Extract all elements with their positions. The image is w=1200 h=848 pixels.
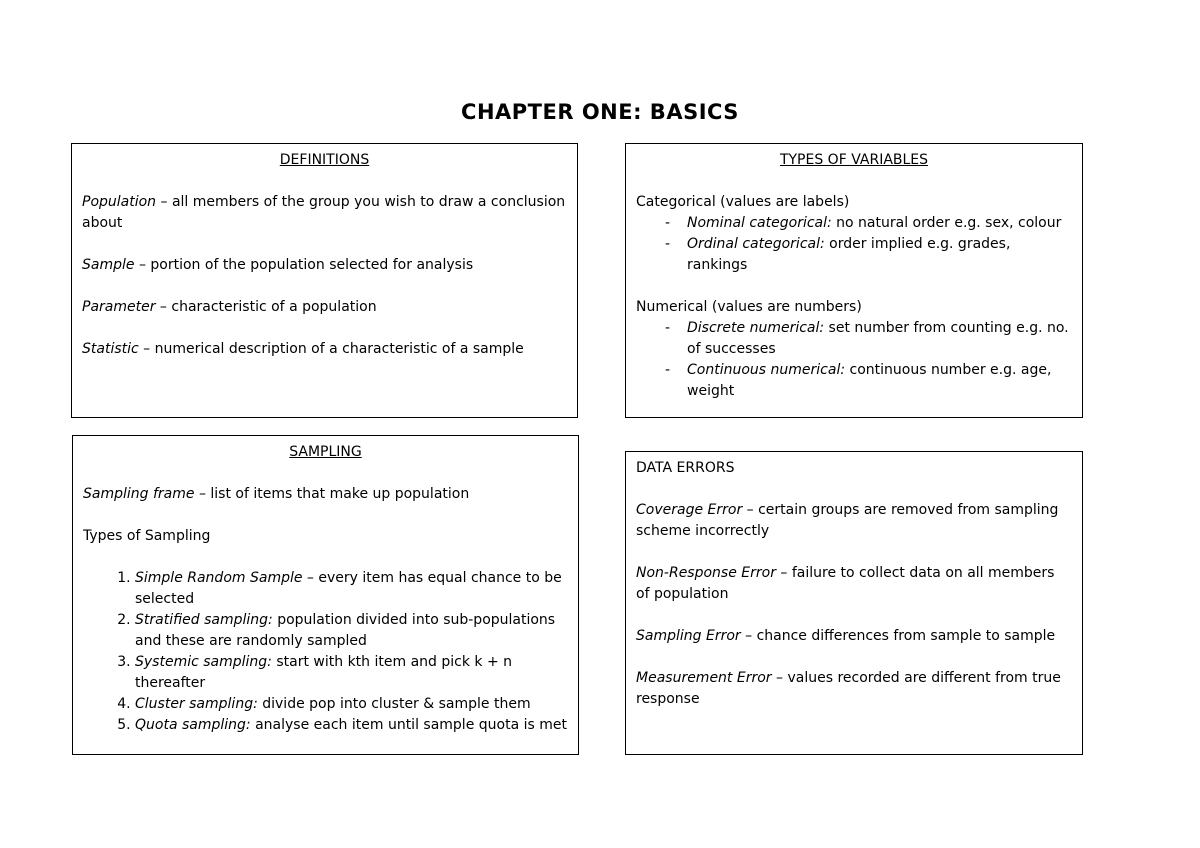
page-title: CHAPTER ONE: BASICS [461, 100, 739, 124]
variable-term: Nominal categorical: [687, 215, 832, 231]
definition-term: Population [82, 194, 157, 210]
variable-text: order implied e.g. grades, rankings [687, 236, 1011, 273]
list-item [135, 694, 568, 715]
definition-term: Sample [82, 257, 135, 273]
definition-parameter [82, 297, 567, 318]
sampling-type-text: population divided into sub-populations and these are randomly sampled [135, 612, 556, 649]
definition-sample [82, 255, 567, 276]
errors-heading: DATA ERRORS [636, 460, 735, 476]
error-measurement [636, 668, 1072, 710]
sampling-types-label: Types of Sampling [83, 528, 211, 544]
variable-text: set number from counting e.g. no. of successes [687, 320, 1069, 357]
sampling-type-term: Quota sampling: [135, 717, 251, 733]
variable-text: no natural order e.g. sex, colour [831, 215, 1062, 231]
sampling-box [72, 435, 579, 755]
list-item [135, 715, 568, 736]
sampling-types-list [83, 568, 568, 736]
definition-text: – numerical description of a characteristic of a sample [138, 341, 524, 357]
categorical-section [636, 192, 1072, 276]
variables-box [625, 143, 1083, 418]
list-item [665, 234, 1072, 276]
definition-population [82, 192, 567, 234]
sampling-text: – list of items that make up population [194, 486, 470, 502]
sampling-term: Sampling frame [83, 486, 195, 502]
error-term: Non-Response Error [636, 565, 776, 581]
definition-statistic [82, 339, 567, 360]
error-text: – chance differences from sample to sample [740, 628, 1056, 644]
list-item [665, 318, 1072, 360]
sampling-heading: SAMPLING [289, 444, 362, 460]
list-item [135, 610, 568, 652]
sampling-type-text: – every item has equal chance to be selected [135, 570, 562, 607]
sampling-type-term: Systemic sampling: [135, 654, 272, 670]
variables-heading: TYPES OF VARIABLES [779, 152, 929, 168]
variable-term: Continuous numerical: [687, 362, 846, 378]
sampling-type-term: Cluster sampling: [135, 696, 258, 712]
variable-term: Discrete numerical: [687, 320, 825, 336]
variable-text: continuous number e.g. age, weight [687, 362, 1052, 399]
error-text: – failure to collect data on all members of population [636, 565, 1055, 602]
numerical-list [636, 318, 1072, 402]
sampling-type-text: divide pop into cluster & sample them [257, 696, 531, 712]
errors-box [625, 451, 1083, 755]
definition-text: – characteristic of a population [155, 299, 377, 315]
categorical-label: Categorical (values are labels) [636, 194, 850, 210]
error-term: Sampling Error [636, 628, 741, 644]
list-item [665, 213, 1072, 234]
error-coverage [636, 500, 1072, 542]
error-non-response [636, 563, 1072, 605]
definition-term: Statistic [82, 341, 139, 357]
numerical-section [636, 297, 1072, 402]
error-term: Measurement Error [636, 670, 772, 686]
error-text: – values recorded are different from true response [636, 670, 1061, 707]
categorical-list [636, 213, 1072, 276]
list-item [665, 360, 1072, 402]
numerical-label: Numerical (values are numbers) [636, 299, 862, 315]
definition-term: Parameter [82, 299, 156, 315]
error-text: – certain groups are removed from sampling scheme incorrectly [636, 502, 1059, 539]
definition-text: – all members of the group you wish to draw a conclusion about [82, 194, 566, 231]
sampling-type-term: Stratified sampling: [135, 612, 273, 628]
sampling-type-text: analyse each item until sample quota is met [250, 717, 567, 733]
sampling-type-term: Simple Random Sample [135, 570, 303, 586]
definitions-heading: DEFINITIONS [279, 152, 370, 168]
error-term: Coverage Error [636, 502, 743, 518]
list-item [135, 568, 568, 610]
definition-text: – portion of the population selected for analysis [134, 257, 474, 273]
list-item [135, 652, 568, 694]
variable-term: Ordinal categorical: [687, 236, 825, 252]
error-sampling [636, 626, 1072, 647]
definitions-box [71, 143, 578, 418]
sampling-frame [83, 484, 568, 505]
sampling-type-text: start with kth item and pick k + n thereafter [135, 654, 512, 691]
